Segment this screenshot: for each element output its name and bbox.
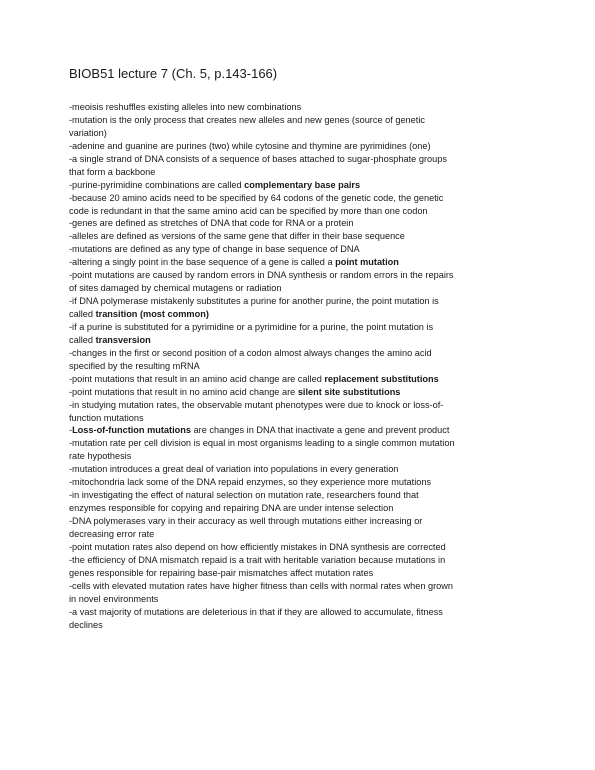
note-line [69, 489, 557, 502]
note-line [69, 373, 557, 386]
note-text: called [69, 309, 96, 319]
bold-term: transversion [95, 334, 151, 345]
note-text: variation) [69, 127, 107, 138]
note-text: -changes in the first or second position of a codon almost always changes the amino acid [69, 347, 432, 358]
note-line [69, 347, 557, 360]
note-text: -mitochondria lack some of the DNA repaid enzymes, so they experience more mutations [69, 477, 432, 488]
note-line [69, 269, 557, 282]
bold-term: complementary base pairs [244, 179, 361, 190]
note-line [69, 515, 557, 528]
note-line [69, 179, 557, 192]
note-line [69, 476, 557, 489]
note-line [69, 282, 557, 295]
note-text: of sites damaged by chemical mutagens or radiation [69, 283, 282, 294]
note-text: code is redundant in that the same amino acid can be specified by more than one codon [69, 205, 428, 216]
note-line [69, 295, 557, 308]
note-text: rate hypothesis [69, 451, 132, 462]
note-text: -DNA polymerases vary in their accuracy as well through mutations either increasing or [69, 516, 423, 526]
note-text: decreasing error rate [69, 528, 155, 539]
note-line [69, 593, 557, 606]
note-line [69, 528, 557, 541]
note-line [69, 606, 557, 619]
note-text: declines [69, 619, 103, 630]
bold-term: replacement substitutions [324, 373, 439, 384]
note-text: -purine-pyrimidine combinations are called [69, 179, 245, 190]
note-text: -altering a singly point in the base sequence of a gene is called a [69, 257, 336, 268]
note-line [69, 140, 557, 153]
note-text: -meoisis reshuffles existing alleles into new combinations [69, 102, 302, 112]
note-text: enzymes responsible for copying and repairing DNA are under intense selection [69, 503, 394, 514]
note-text: -in studying mutation rates, the observable mutant phenotypes were due to knock or loss-of- [69, 399, 444, 410]
note-line [69, 580, 557, 593]
note-line [69, 502, 557, 515]
note-line [69, 243, 557, 256]
note-text: -genes are defined as stretches of DNA that code for RNA or a protein [69, 218, 354, 229]
note-text: -mutation introduces a great deal of variation into populations in every generation [69, 464, 399, 475]
note-line [69, 114, 557, 127]
note-text: -point mutations that result in no amino acid change are [69, 386, 298, 397]
note-line [69, 230, 557, 243]
note-line [69, 153, 557, 166]
note-text: -a single strand of DNA consists of a sequence of bases attached to sugar-phosphate groups [69, 153, 447, 164]
note-text: -alleles are defined as versions of the same gene that differ in their base sequence [69, 231, 405, 242]
note-line [69, 619, 557, 632]
note-line [69, 334, 557, 347]
note-line [69, 541, 557, 554]
note-line [69, 127, 557, 140]
note-text: genes responsible for repairing base-pair mismatches affect mutation rates [69, 567, 374, 578]
note-text: -the efficiency of DNA mismatch repaid is a trait with heritable variation because mutations in [69, 554, 446, 565]
note-line [69, 205, 557, 218]
note-text: -point mutation rates also depend on how efficiently mistakes in DNA synthesis are corrected [69, 541, 446, 552]
note-line [69, 217, 557, 230]
bold-term: point mutation [335, 257, 399, 268]
note-text: -mutation is the only process that creates new alleles and new genes (source of genetic [69, 114, 425, 125]
note-text: specified by the resulting mRNA [69, 360, 200, 371]
note-line [69, 399, 557, 412]
note-text: -point mutations that result in an amino acid change are called [69, 373, 325, 384]
note-text: called [69, 334, 96, 345]
note-line [69, 437, 557, 450]
note-text: that form a backbone [69, 166, 156, 177]
note-text: are changes in DNA that inactivate a gene and prevent product [190, 425, 450, 436]
note-line [69, 321, 557, 334]
note-text: -cells with elevated mutation rates have higher fitness than cells with normal rates when grown [69, 580, 454, 591]
note-line [69, 386, 557, 399]
note-line [69, 463, 557, 476]
note-text: -adenine and guanine are purines (two) while cytosine and thymine are pyrimidines (one) [69, 140, 431, 151]
note-line [69, 192, 557, 205]
note-line [69, 424, 557, 437]
note-text: -if DNA polymerase mistakenly substitutes a purine for another purine, the point mutation is [69, 296, 439, 307]
note-line [69, 412, 557, 425]
note-text: function mutations [69, 412, 144, 423]
note-text: -if a purine is substituted for a pyrimidine or a pyrimidine for a purine, the point mutation is [69, 321, 434, 332]
note-line [69, 101, 557, 114]
note-line [69, 308, 557, 321]
document-title: BIOB51 lecture 7 (Ch. 5, p.143-166) [69, 66, 278, 81]
note-line [69, 450, 557, 463]
bold-term: Loss-of-function mutations [72, 425, 191, 436]
note-text: -mutation rate per cell division is equal in most organisms leading to a single common mutation [69, 438, 455, 449]
note-text: -point mutations are caused by random errors in DNA synthesis or random errors in the repairs [69, 270, 454, 281]
note-line [69, 554, 557, 567]
note-text: -a vast majority of mutations are deleterious in that if they are allowed to accumulate, fitness [69, 606, 443, 617]
lecture-notes [69, 101, 557, 631]
bold-term: transition (most common) [95, 309, 209, 319]
note-line [69, 166, 557, 179]
note-text: - [69, 425, 73, 436]
note-text: -mutations are defined as any type of change in base sequence of DNA [69, 244, 360, 255]
note-text: -in investigating the effect of natural selection on mutation rate, researchers found that [69, 490, 419, 501]
note-line [69, 256, 557, 269]
note-text: -because 20 amino acids need to be specified by 64 codons of the genetic code, the genetic [69, 192, 444, 203]
note-text: in novel environments [69, 593, 159, 604]
note-line [69, 567, 557, 580]
bold-term: silent site substitutions [297, 386, 401, 397]
note-line [69, 360, 557, 373]
